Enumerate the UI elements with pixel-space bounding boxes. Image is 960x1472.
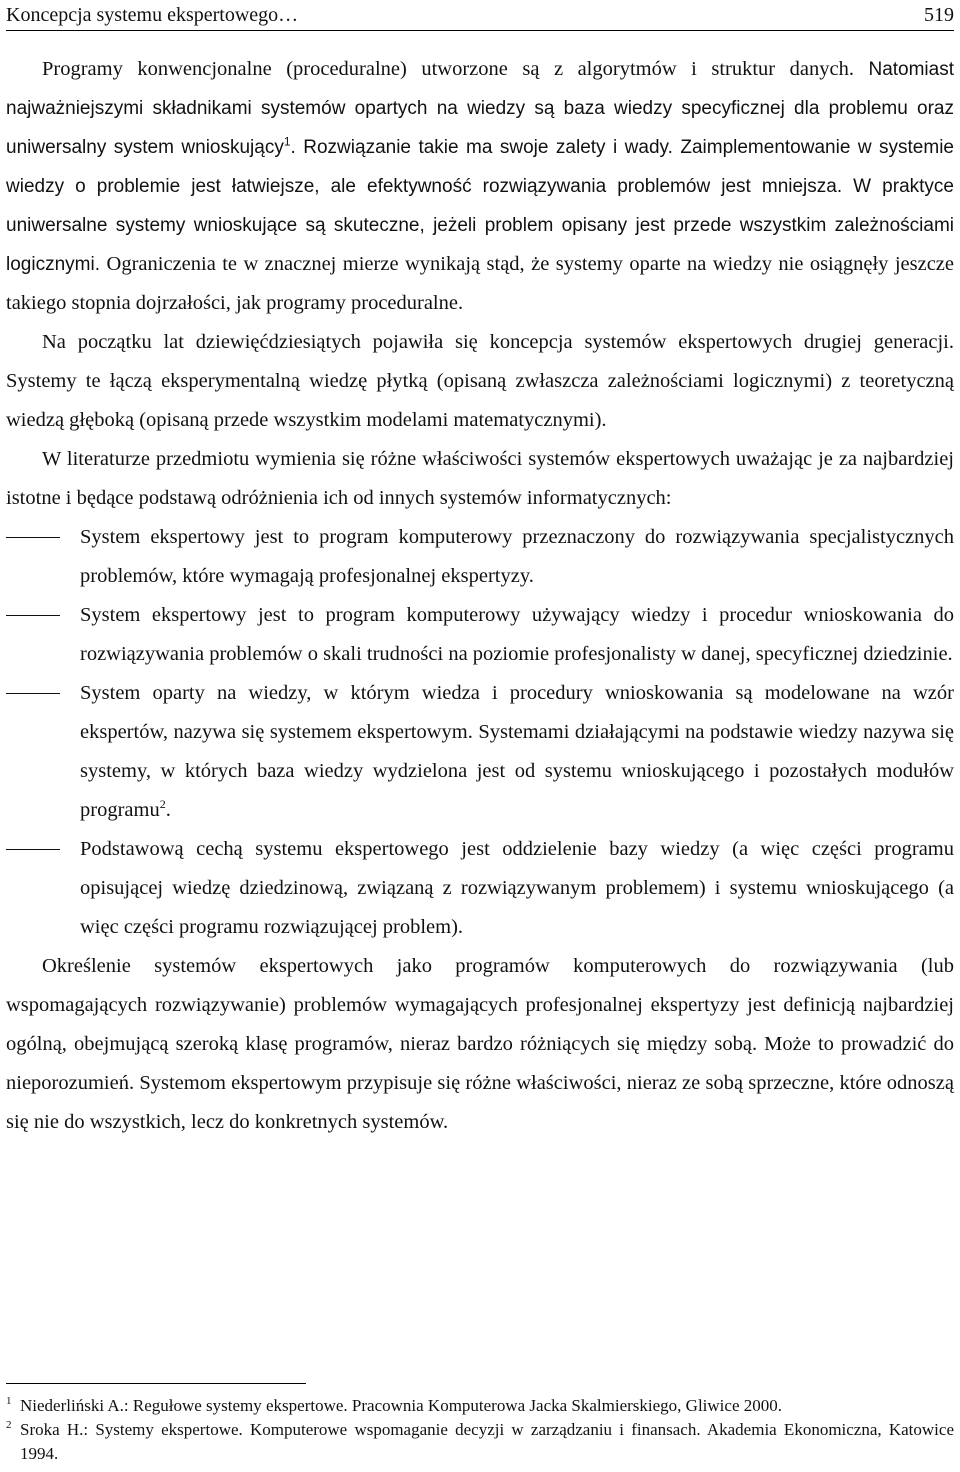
paragraph-1-last-sentence: Ograniczenia te w znacznej mierze wynikają stąd, że systemy oparte na wiedzy nie osiągnęły jeszcze takiego stopnia dojrzałości, jak programy proceduralne. <box>6 253 954 314</box>
footnote-number: 1 <box>6 1395 12 1407</box>
dash-bullet-icon <box>6 615 60 616</box>
footnote-number: 2 <box>6 1419 12 1431</box>
footnote-rule <box>6 1383 306 1384</box>
page-body <box>6 50 954 1142</box>
list-item-text: System ekspertowy jest to program komputerowy używający wiedzy i procedur wnioskowania do rozwiązywania problemów o skali trudności na poziomie profesjonalisty w danej, specyficznej dziedzinie. <box>80 604 954 665</box>
page-number: 519 <box>924 4 954 26</box>
footnotes <box>6 1394 954 1466</box>
list-item-text: System ekspertowy jest to program komputerowy przeznaczony do rozwiązywania specjalistycznych problemów, które wymagają profesjonalnej ekspertyzy. <box>80 526 954 587</box>
list-item <box>6 830 954 947</box>
paragraph-3: W literaturze przedmiotu wymienia się różne właściwości systemów ekspertowych uważając je za najbardziej istotne i będące podstawą odróżnienia ich od innych systemów informatycznych: <box>6 448 954 509</box>
header-rule <box>6 30 954 31</box>
footnote-1 <box>6 1394 954 1418</box>
running-header <box>6 0 954 32</box>
list-item <box>6 674 954 830</box>
list-item-text: Podstawową cechą systemu ekspertowego jest oddzielenie bazy wiedzy (a więc części programu opisującej wiedzę dziedzinową, związaną z rozwiązywanym problemem) i systemu wnioskującego (a więc części programu rozwiązującej problem). <box>80 838 954 938</box>
properties-list <box>6 518 954 947</box>
paragraph-2: Na początku lat dziewięćdziesiątych pojawiła się koncepcja systemów ekspertowych drugiej generacji. Systemy te łączą eksperymentalną wiedzę płytką (opisaną zwłaszcza zależnościami logicznymi) z teoretyczną wiedzą głęboką (opisaną przede wszystkim modelami matematycznymi). <box>6 331 954 431</box>
paragraph-1 <box>6 50 954 323</box>
paragraph-1-sans-text-2: . Rozwiązanie takie ma swoje zalety i wady. Zaimplementowanie w systemie wiedzy o problemie jest łatwiejsze, ale efektywność rozwiązywania problemów jest mniejsza. W praktyce uniwersalne systemy wnioskujące są skuteczne, jeżeli problem opisany jest przede wszystkim zależnościami logicznymi. <box>6 137 954 275</box>
footnote-text: Niederliński A.: Regułowe systemy ekspertowe. Pracownia Komputerowa Jacka Skalmierskiego, Gliwice 2000. <box>20 1396 782 1415</box>
list-item-text: System oparty na wiedzy, w którym wiedza i procedury wnioskowania są modelowane na wzór ekspertów, nazywa się systemem ekspertowym. Systemami działającymi na podstawie wiedzy nazywa się systemy, w których baza wiedzy wydzielona jest od systemu wnioskującego i pozostałych modułów programu <box>80 682 954 821</box>
paragraph-1-sans-text: Natomiast najważniejszymi składnikami systemów opartych na wiedzy są baza wiedzy specyficznej dla problemu oraz uniwersalny system wnioskujący <box>6 59 954 158</box>
dash-bullet-icon <box>6 849 60 850</box>
paragraph-1-sans-run <box>6 59 954 275</box>
footnote-text: Sroka H.: Systemy ekspertowe. Komputerowe wspomaganie decyzji w zarządzaniu i finansach. Akademia Ekonomiczna, Katowice 1994. <box>20 1420 954 1463</box>
footnote-2 <box>6 1418 954 1466</box>
paragraph-4: Określenie systemów ekspertowych jako programów komputerowych do rozwiązywania (lub wspomagających rozwiązywanie) problemów wymagających profesjonalnej ekspertyzy jest definicją najbardziej ogólną, obejmującą szeroką klasę programów, nieraz bardzo różniących się między sobą. Może to prowadzić do nieporozumień. Systemom ekspertowym przypisuje się różne właściwości, nieraz ze sobą sprzeczne, które odnoszą się nie do wszystkich, lecz do konkretnych systemów. <box>6 955 954 1133</box>
list-item <box>6 596 954 674</box>
footnote-ref-2: 2 <box>159 797 166 812</box>
dash-bullet-icon <box>6 537 60 538</box>
dash-bullet-icon <box>6 693 60 694</box>
paragraph-1-sentence-1: Programy konwencjonalne (proceduralne) utworzone są z algorytmów i struktur danych. <box>42 58 869 80</box>
list-item <box>6 518 954 596</box>
chapter-title: Koncepcja systemu ekspertowego… <box>6 4 299 26</box>
footnote-ref-1: 1 <box>283 134 291 149</box>
list-item-text-end: . <box>165 799 171 821</box>
